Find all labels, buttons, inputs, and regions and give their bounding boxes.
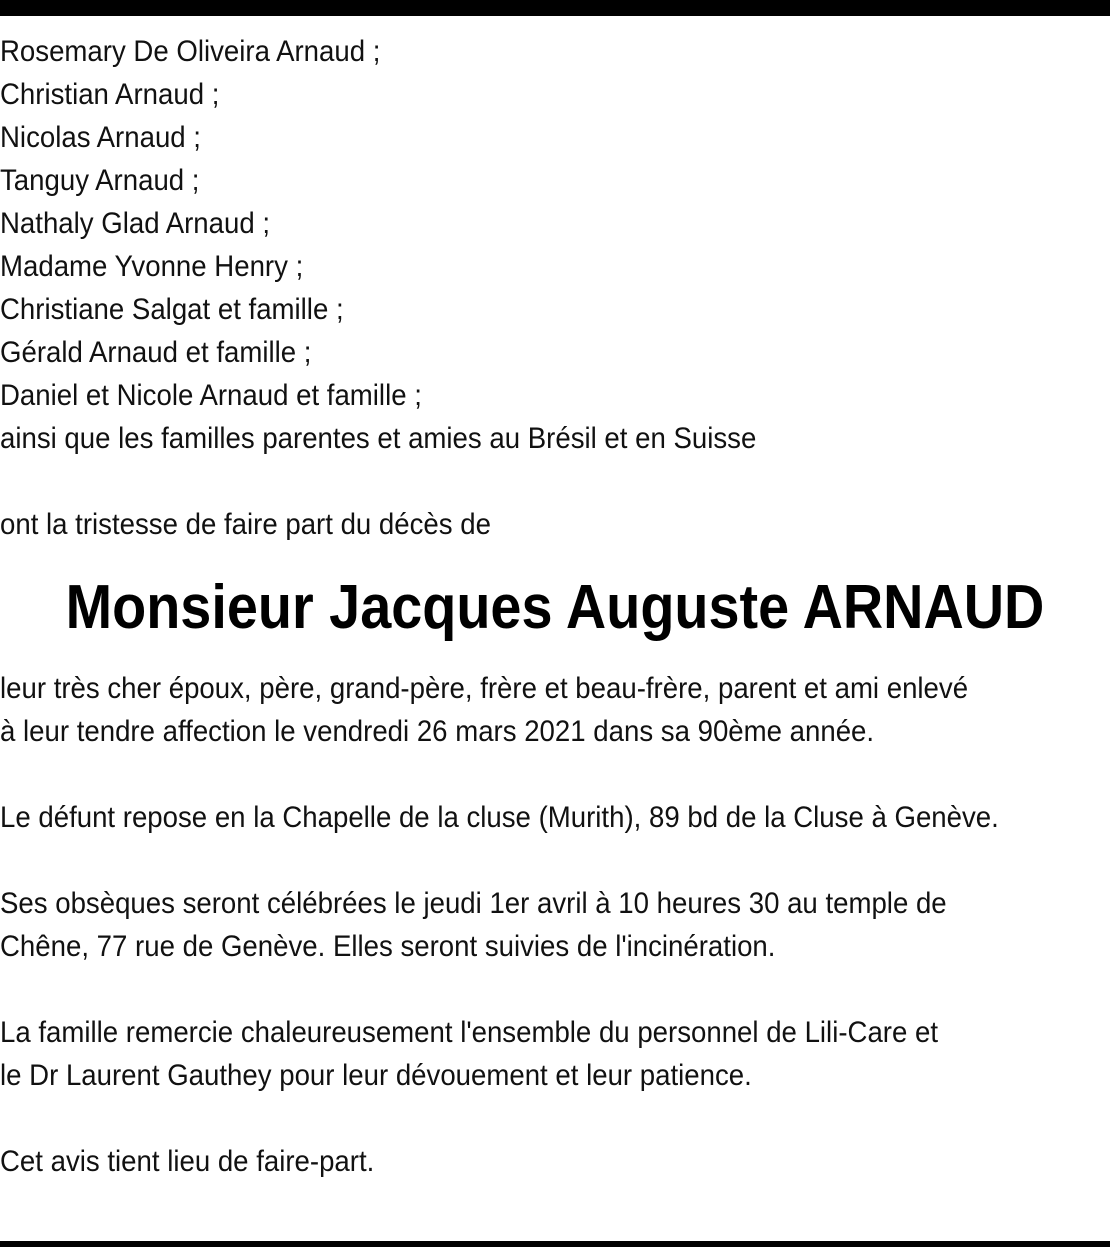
family-extended: ainsi que les familles parentes et amies au Brésil et en Suisse	[0, 422, 757, 455]
tribute-line: à leur tendre affection le vendredi 26 mars 2021 dans sa 90ème année.	[0, 715, 875, 748]
family-member: Gérald Arnaud et famille ;	[0, 336, 312, 369]
deceased-name: Monsieur Jacques Auguste ARNAUD	[65, 573, 1045, 642]
resting-place-paragraph: Le défunt repose en la Chapelle de la cluse (Murith), 89 bd de la Cluse à Genève.	[0, 801, 999, 834]
top-border-rule	[0, 0, 1110, 16]
closing-note: Cet avis tient lieu de faire-part.	[0, 1145, 375, 1178]
tribute-paragraph	[0, 667, 1109, 753]
family-member: Daniel et Nicole Arnaud et famille ;	[0, 379, 422, 412]
family-member: Christian Arnaud ;	[0, 78, 220, 111]
family-member: Nicolas Arnaud ;	[0, 121, 201, 154]
family-member: Nathaly Glad Arnaud ;	[0, 207, 271, 240]
family-member: Rosemary De Oliveira Arnaud ;	[0, 35, 381, 68]
family-block	[0, 30, 1021, 546]
thanks-line: le Dr Laurent Gauthey pour leur dévouement et leur patience.	[0, 1059, 752, 1092]
family-member: Christiane Salgat et famille ;	[0, 293, 344, 326]
funeral-line: Chêne, 77 rue de Genève. Elles seront suivies de l'incinération.	[0, 930, 776, 963]
family-member: Madame Yvonne Henry ;	[0, 250, 304, 283]
family-list	[0, 30, 1021, 460]
thanks-paragraph	[0, 1011, 1109, 1097]
tribute-line: leur très cher époux, père, grand-père, frère et beau-frère, parent et ami enlevé	[0, 672, 969, 705]
bottom-border-rule	[0, 1241, 1110, 1247]
funeral-line: Ses obsèques seront célébrées le jeudi 1er avril à 10 heures 30 au temple de	[0, 887, 947, 920]
family-member: Tanguy Arnaud ;	[0, 164, 200, 197]
funeral-paragraph	[0, 882, 1109, 968]
announcement-text: ont la tristesse de faire part du décès de	[0, 508, 491, 541]
thanks-line: La famille remercie chaleureusement l'ensemble du personnel de Lili-Care et	[0, 1016, 939, 1049]
obituary-body	[0, 667, 1109, 1226]
